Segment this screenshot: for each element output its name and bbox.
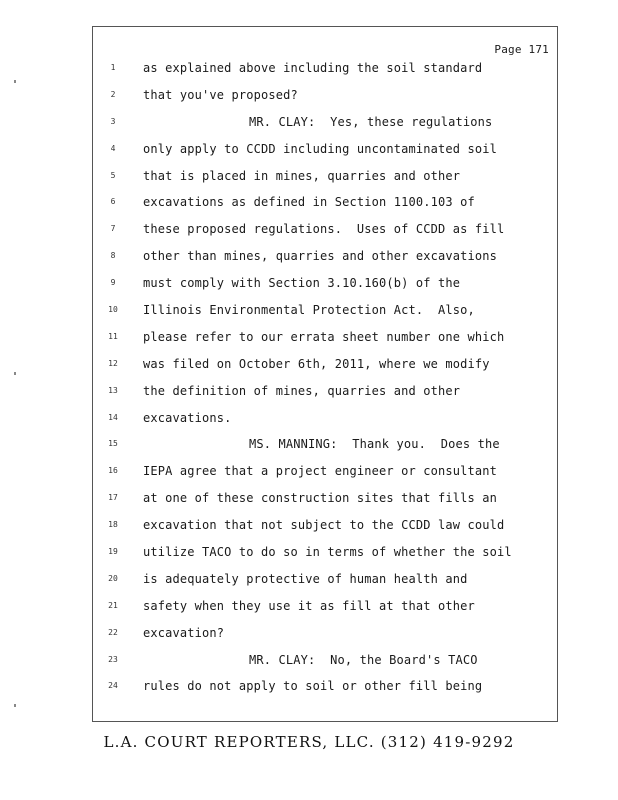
transcript-line — [93, 464, 557, 491]
line-text: only apply to CCDD including uncontaminated soil — [143, 141, 497, 156]
transcript-line — [93, 303, 557, 330]
line-text: these proposed regulations. Uses of CCDD as fill — [143, 222, 505, 237]
line-number: 15 — [108, 439, 118, 449]
line-number: 20 — [108, 573, 118, 583]
transcript-line — [93, 330, 557, 357]
transcript-line — [93, 169, 557, 196]
line-number: 7 — [110, 224, 116, 234]
line-number: 9 — [110, 278, 116, 288]
line-number: 22 — [108, 627, 118, 637]
line-text: excavations. — [143, 410, 232, 425]
page-number: Page 171 — [494, 43, 549, 56]
transcript-line — [93, 518, 557, 545]
transcript-page — [92, 26, 558, 722]
line-number: 23 — [108, 654, 118, 664]
line-number: 21 — [108, 600, 118, 610]
line-text: at one of these construction sites that fills an — [143, 491, 497, 506]
line-text: that you've proposed? — [143, 87, 298, 102]
transcript-line — [93, 437, 557, 464]
line-text: as explained above including the soil standard — [143, 61, 483, 75]
line-number: 17 — [108, 493, 118, 503]
transcript-line — [93, 222, 557, 249]
transcript-line — [93, 679, 557, 706]
scan-margin-mark — [14, 80, 16, 83]
line-number: 12 — [108, 358, 118, 368]
line-text: excavation that not subject to the CCDD law could — [143, 518, 505, 533]
scan-margin-mark — [14, 372, 16, 375]
transcript-line — [93, 491, 557, 518]
transcript-line — [93, 411, 557, 438]
line-number: 6 — [110, 197, 116, 207]
line-number: 1 — [110, 63, 116, 72]
line-number: 4 — [110, 143, 116, 153]
line-text: the definition of mines, quarries and other — [143, 383, 461, 398]
transcript-line — [93, 142, 557, 169]
scan-margin-mark — [14, 704, 16, 707]
line-text: other than mines, quarries and other excavations — [143, 249, 497, 264]
transcript-line — [93, 572, 557, 599]
line-text: is adequately protective of human health and — [143, 571, 468, 586]
transcript-line — [93, 357, 557, 384]
line-number: 8 — [110, 251, 116, 261]
line-text: utilize TACO to do so in terms of whether the soil — [143, 545, 512, 560]
line-number: 2 — [110, 89, 116, 99]
line-number: 10 — [108, 305, 118, 315]
transcript-line — [93, 599, 557, 626]
line-text: MS. MANNING: Thank you. Does the — [249, 437, 500, 452]
line-text: safety when they use it as fill at that other — [143, 598, 475, 613]
line-number: 3 — [110, 116, 116, 126]
line-text: please refer to our errata sheet number one which — [143, 329, 505, 344]
transcript-line — [93, 545, 557, 572]
transcript-line — [93, 384, 557, 411]
footer-court-reporter: L.A. COURT REPORTERS, LLC. (312) 419-9292 — [103, 733, 515, 751]
transcript-line — [93, 195, 557, 222]
transcript-line — [93, 249, 557, 276]
line-text: MR. CLAY: Yes, these regulations — [249, 114, 493, 129]
transcript-line — [93, 276, 557, 303]
line-text: excavations as defined in Section 1100.103 of — [143, 195, 475, 210]
line-number: 24 — [108, 681, 118, 691]
transcript-lines — [93, 61, 557, 706]
transcript-line — [93, 626, 557, 653]
line-number: 11 — [108, 331, 118, 341]
line-number: 13 — [108, 385, 118, 395]
line-number: 16 — [108, 466, 118, 476]
line-text: MR. CLAY: No, the Board's TACO — [249, 652, 478, 667]
line-number: 14 — [108, 412, 118, 422]
line-text: must comply with Section 3.10.160(b) of the — [143, 276, 461, 291]
line-text: was filed on October 6th, 2011, where we modify — [143, 356, 490, 371]
line-text: IEPA agree that a project engineer or consultant — [143, 464, 497, 479]
line-number: 5 — [110, 170, 116, 180]
line-number: 19 — [108, 547, 118, 557]
line-text: Illinois Environmental Protection Act. Also, — [143, 303, 475, 318]
transcript-line — [93, 61, 557, 88]
transcript-line — [93, 653, 557, 680]
transcript-line — [93, 88, 557, 115]
transcript-line — [93, 115, 557, 142]
line-text: rules do not apply to soil or other fill being — [143, 679, 483, 694]
line-text: excavation? — [143, 625, 225, 640]
line-number: 18 — [108, 520, 118, 530]
line-text: that is placed in mines, quarries and other — [143, 168, 461, 183]
